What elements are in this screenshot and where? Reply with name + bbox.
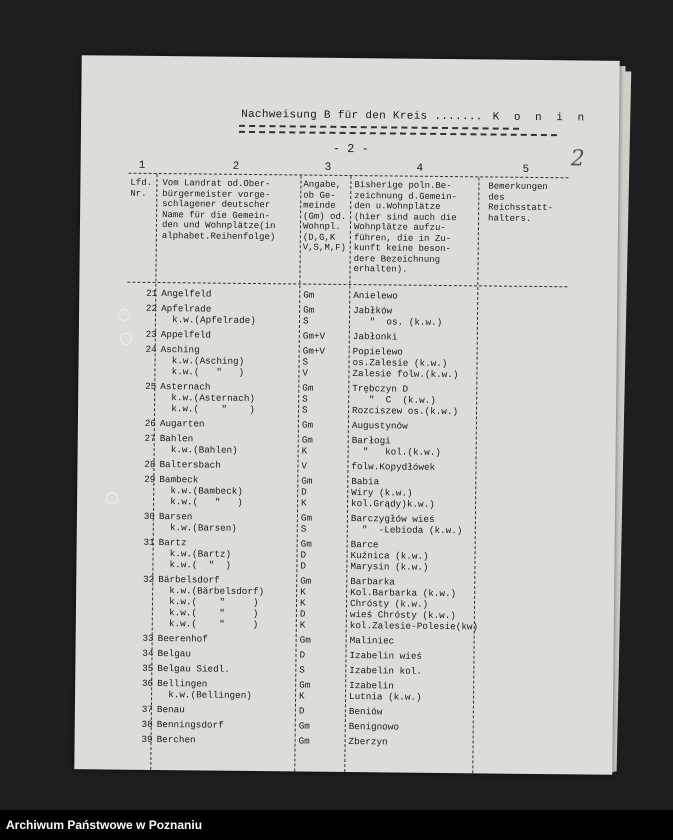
polish-name: Maliniec (349, 635, 395, 647)
german-name: Bartz k.w.(Bartz) k.w.( " ) (158, 537, 232, 571)
polish-name: Augustynów (351, 420, 408, 432)
polish-name: folw.Kopydłówek (351, 461, 436, 473)
angabe: Gm S (302, 304, 315, 327)
row-number: 31 (143, 536, 155, 548)
page-number: - 2 - (332, 141, 369, 157)
punch-hole (118, 309, 130, 321)
header-polish-name: Bisherige poln.Be- zeichnung d.Gemein- den u.Wohnplätze (hier sind auch die Wohnplätze aufzu- führen, die in Zu- kunft keine beson- dere Bezeichnung erhalten). (353, 180, 457, 275)
german-name: Appelfeld (160, 329, 212, 341)
polish-name: Barce Kuźnica (k.w.) Marysin (k.w.) (350, 539, 429, 573)
row-number: 30 (143, 510, 155, 522)
title-underline (239, 125, 519, 130)
german-name: Asternach k.w.(Asternach) k.w.( " ) (159, 381, 256, 416)
polish-name: Anielewo (353, 290, 398, 302)
header-german-name: Vom Landrat od.Ober- bürgermeister vorge- schlagener deutscher Name für die Gemein- den und Wohnplätze(in alphabet.Reihenfolge) (161, 178, 276, 242)
angabe: Gm D K (301, 475, 313, 509)
table-row (78, 432, 616, 460)
handwritten-page-number: 2 (570, 146, 585, 172)
column-number: 1 (138, 159, 146, 172)
table-row (78, 343, 616, 382)
row-number: 36 (141, 677, 154, 689)
row-number: 33 (142, 632, 154, 644)
german-name: Bellingen k.w.(Bellingen) (157, 678, 252, 702)
document-title (241, 109, 588, 125)
table-row (75, 677, 613, 705)
polish-name: Izabelin Lutnia (k.w.) (348, 680, 422, 703)
polish-name: Zberzyn (348, 736, 388, 748)
row-number: 29 (144, 473, 156, 485)
column-number: 3 (324, 161, 332, 174)
german-name: Bambeck k.w.(Bambeck) k.w.( " ) (159, 474, 243, 508)
punch-hole (106, 492, 118, 504)
polish-name: Popielewo os.Zalesie (k.w.) Zalesie folw.(k.w.) (352, 346, 459, 381)
row-number: 32 (143, 573, 155, 585)
angabe: Gm K (301, 434, 313, 457)
angabe: Gm S (300, 512, 313, 535)
angabe: Gm D D (300, 538, 312, 572)
german-name: Berchen (156, 734, 196, 746)
polish-name: Barczygłów wieś " -Lebioda (k.w.) (350, 513, 463, 537)
german-name: Baltersbach (159, 459, 221, 471)
row-number: 26 (144, 417, 156, 429)
archive-name: Archiwum Państwowe w Poznaniu (6, 818, 203, 832)
header-angabe: Angabe, ob Ge- meinde (Gm) od. Wohnpl. (D,G,K V,S,M,F) (302, 179, 347, 253)
row-number: 25 (145, 380, 157, 393)
polish-name: Trębczyn D " C (k.w.) Rozciszew os.(k.w.) (351, 383, 459, 418)
german-name: Augarten (159, 418, 205, 430)
german-name: Belgau (157, 648, 192, 660)
table-row (76, 536, 614, 575)
angabe: Gm K K D K (299, 575, 312, 631)
title-prefix: Nachweisung B für den Kreis ....... (241, 108, 483, 124)
polish-name: Barłogi " kol.(k.w.) (351, 435, 441, 458)
row-number: 24 (145, 343, 157, 356)
angabe: Gm (298, 720, 310, 732)
german-name: Barsen k.w.(Barsen) (158, 511, 237, 534)
polish-name: Beniów (348, 706, 383, 718)
angabe: D (298, 705, 305, 717)
punch-hole (120, 333, 132, 345)
table-row (77, 473, 615, 512)
german-name: Benningsdorf (156, 719, 224, 731)
angabe: Gm (299, 634, 311, 646)
column-number: 4 (416, 162, 424, 175)
row-number: 21 (146, 287, 158, 300)
column-number: 2 (232, 160, 240, 173)
document-page (74, 55, 619, 775)
angabe: Gm S S (301, 382, 314, 416)
row-number: 39 (141, 733, 153, 745)
german-name: Bahlen k.w.(Bahlen) (159, 433, 238, 456)
table-row (77, 510, 615, 538)
row-number: 34 (142, 647, 154, 659)
angabe: Gm+V (302, 330, 326, 342)
polish-name: Barbarka Kol.Barbarka (k.w.) Chrósty (k.w.) wieś Chrósty (k.w.) kol.Zalesie-Polesie(kw) (349, 576, 479, 633)
row-number: 38 (141, 718, 153, 730)
header-remarks: Bemerkungen des Reichsstatt- halters. (488, 181, 554, 224)
german-name: Benau (156, 704, 185, 716)
angabe: S (299, 664, 305, 676)
german-name: Bärbelsdorf k.w.(Bärbelsdorf) k.w.( " ) k.w.( " ) k.w.( " ) (157, 574, 265, 631)
row-number: 22 (145, 302, 158, 315)
table-row (76, 573, 615, 634)
table-row (78, 380, 616, 419)
german-name: Apfelrade k.w.(Apfelrade) (160, 303, 256, 327)
kreis-name: K o n i n (492, 111, 589, 125)
polish-name: Babia Wiry (k.w.) kol.Grądy)k.w.) (351, 476, 435, 510)
title-underline (239, 131, 557, 136)
row-number: 27 (144, 432, 156, 444)
polish-name: Jabłonki (352, 331, 398, 343)
german-name: Beerenhof (157, 633, 208, 645)
angabe: Gm (298, 735, 310, 747)
polish-name: Benignowo (348, 721, 400, 733)
row-number: 28 (144, 458, 156, 470)
polish-name: Jabłków " os. (k.w.) (352, 305, 443, 328)
table-rule (127, 282, 567, 288)
angabe: Gm+V S V (302, 345, 326, 379)
german-name: Belgau Siedl. (157, 663, 230, 675)
row-number: 35 (142, 662, 154, 674)
angabe: V (301, 460, 308, 472)
archive-footer (0, 810, 673, 840)
column-number: 5 (522, 163, 530, 176)
polish-name: Izabelin wieś (349, 650, 423, 662)
row-number: 23 (145, 328, 157, 341)
angabe: Gm (301, 419, 314, 431)
angabe: Gm K (298, 679, 311, 702)
polish-name: Izabelin kol. (349, 665, 422, 677)
table-row (79, 302, 617, 330)
german-name: Asching k.w.(Asching) k.w.( " ) (160, 344, 245, 378)
angabe: Gm (303, 289, 315, 301)
header-lfd-nr: Lfd. Nr. (130, 177, 153, 199)
row-number: 37 (141, 703, 153, 715)
angabe: D (299, 649, 306, 661)
german-name: Angelfeld (161, 288, 212, 300)
